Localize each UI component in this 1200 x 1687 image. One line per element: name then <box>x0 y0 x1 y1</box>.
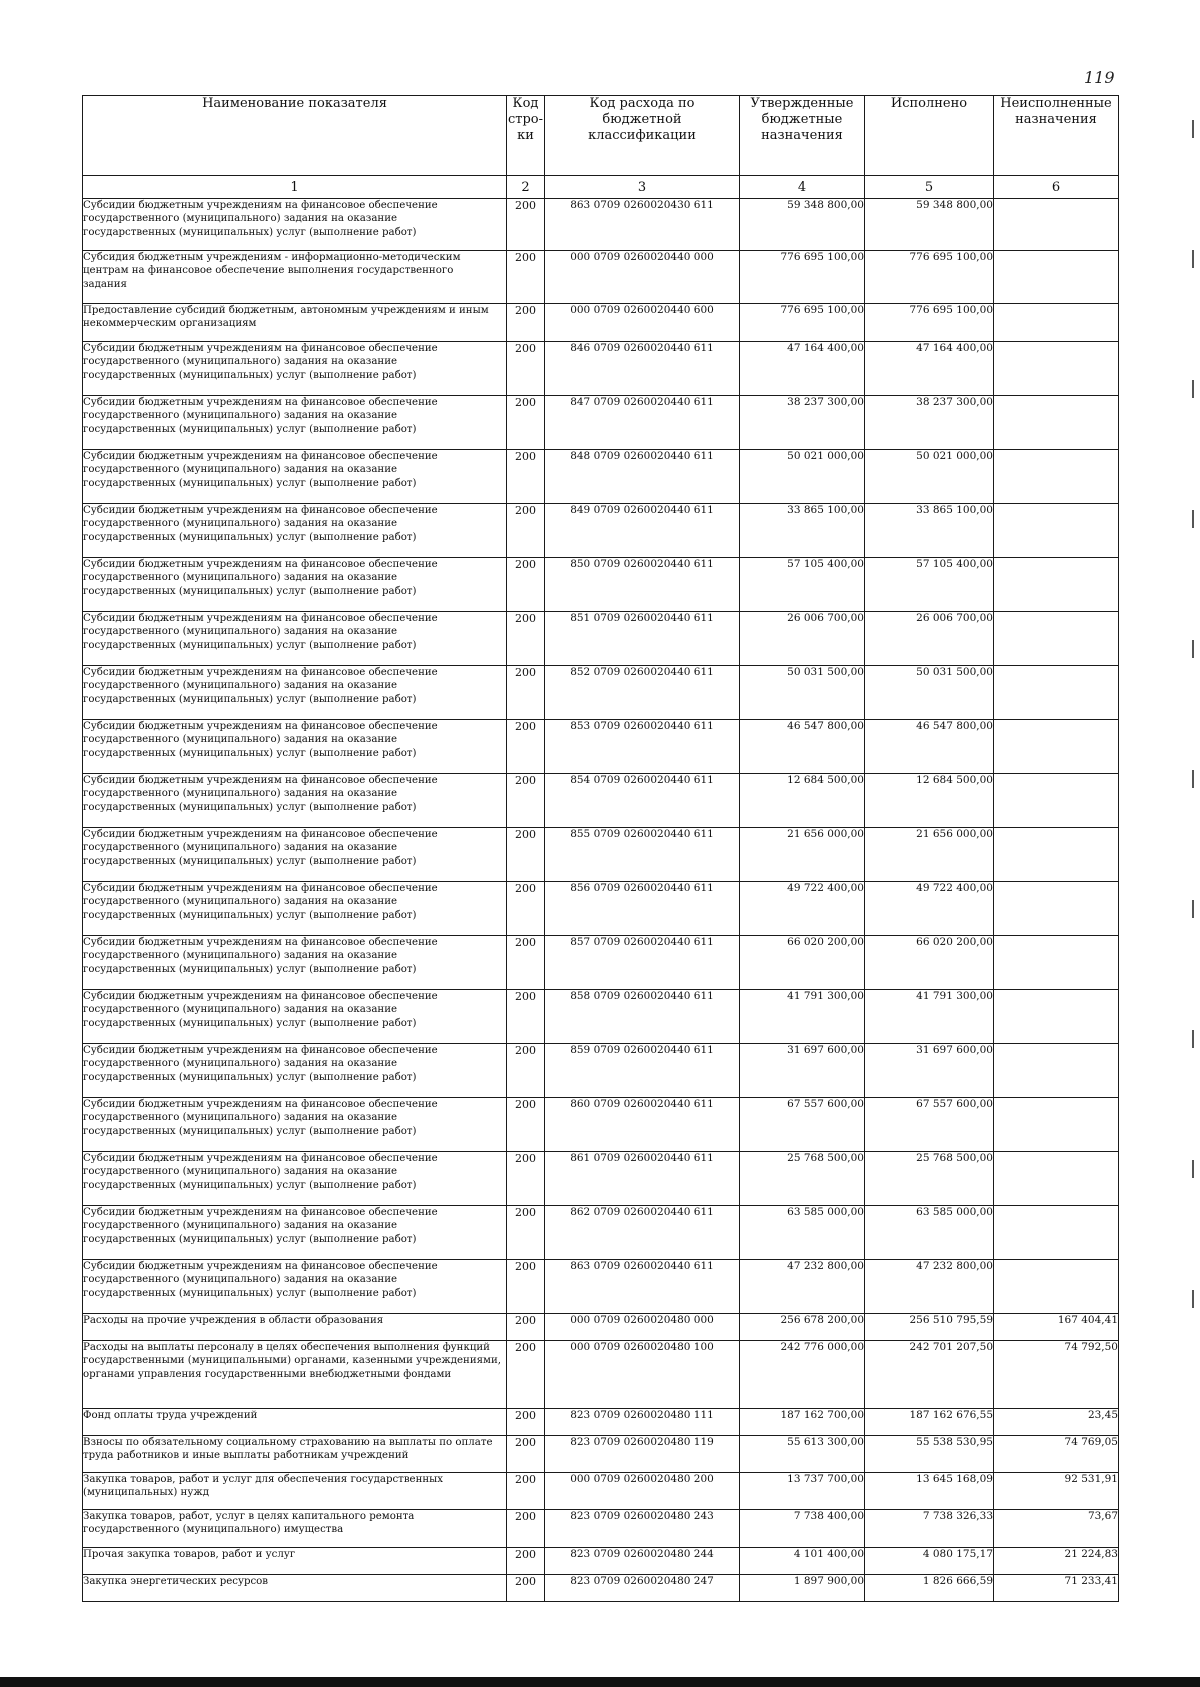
unexecuted-amount <box>994 450 1119 504</box>
indicator-name: Взносы по обязательному социальному страхованию на выплаты по оплате труда работников и иные выплаты работникам учреждений <box>83 1436 507 1473</box>
executed-amount: 50 021 000,00 <box>865 450 994 504</box>
table-row <box>83 1473 1119 1510</box>
executed-amount: 187 162 676,55 <box>865 1409 994 1436</box>
line-code: 200 <box>507 828 545 882</box>
header-executed: Исполнено <box>865 96 994 176</box>
executed-amount: 66 020 200,00 <box>865 936 994 990</box>
executed-amount: 59 348 800,00 <box>865 199 994 251</box>
table-row <box>83 1510 1119 1548</box>
table-row <box>83 558 1119 612</box>
table-row <box>83 396 1119 450</box>
table-row <box>83 1206 1119 1260</box>
executed-amount: 49 722 400,00 <box>865 882 994 936</box>
line-code: 200 <box>507 774 545 828</box>
indicator-name: Субсидии бюджетным учреждениям на финансовое обеспечение государственного (муниципального) задания на оказание государственных (муниципальных) услуг (выполнение работ) <box>83 666 507 720</box>
indicator-name: Субсидии бюджетным учреждениям на финансовое обеспечение государственного (муниципального) задания на оказание государственных (муниципальных) услуг (выполнение работ) <box>83 1152 507 1206</box>
unexecuted-amount: 23,45 <box>994 1409 1119 1436</box>
executed-amount: 1 826 666,59 <box>865 1575 994 1602</box>
column-number: 6 <box>994 176 1119 199</box>
indicator-name: Субсидии бюджетным учреждениям на финансовое обеспечение государственного (муниципального) задания на оказание государственных (муниципальных) услуг (выполнение работ) <box>83 342 507 396</box>
table-row <box>83 1314 1119 1341</box>
expense-code: 850 0709 0260020440 611 <box>545 558 740 612</box>
expense-code: 853 0709 0260020440 611 <box>545 720 740 774</box>
expense-code: 859 0709 0260020440 611 <box>545 1044 740 1098</box>
approved-amount: 1 897 900,00 <box>740 1575 865 1602</box>
approved-amount: 13 737 700,00 <box>740 1473 865 1510</box>
approved-amount: 33 865 100,00 <box>740 504 865 558</box>
table-row <box>83 720 1119 774</box>
indicator-name: Закупка товаров, работ, услуг в целях капитального ремонта государственного (муниципального) имущества <box>83 1510 507 1548</box>
table-row <box>83 1098 1119 1152</box>
executed-amount: 242 701 207,50 <box>865 1341 994 1409</box>
expense-code: 847 0709 0260020440 611 <box>545 396 740 450</box>
expense-code: 823 0709 0260020480 247 <box>545 1575 740 1602</box>
unexecuted-amount: 92 531,91 <box>994 1473 1119 1510</box>
unexecuted-amount: 74 769,05 <box>994 1436 1119 1473</box>
executed-amount: 46 547 800,00 <box>865 720 994 774</box>
indicator-name: Закупка энергетических ресурсов <box>83 1575 507 1602</box>
table-row <box>83 1575 1119 1602</box>
line-code: 200 <box>507 1206 545 1260</box>
executed-amount: 33 865 100,00 <box>865 504 994 558</box>
expense-code: 863 0709 0260020440 611 <box>545 1260 740 1314</box>
unexecuted-amount <box>994 199 1119 251</box>
line-code: 200 <box>507 1260 545 1314</box>
expense-code: 000 0709 0260020480 100 <box>545 1341 740 1409</box>
line-code: 200 <box>507 1510 545 1548</box>
executed-amount: 55 538 530,95 <box>865 1436 994 1473</box>
unexecuted-amount: 71 233,41 <box>994 1575 1119 1602</box>
indicator-name: Расходы на прочие учреждения в области образования <box>83 1314 507 1341</box>
executed-amount: 776 695 100,00 <box>865 304 994 342</box>
expense-code: 000 0709 0260020480 200 <box>545 1473 740 1510</box>
header-expense-code: Код расхода по бюджетной классификации <box>545 96 740 176</box>
unexecuted-amount <box>994 828 1119 882</box>
line-code: 200 <box>507 1409 545 1436</box>
unexecuted-amount <box>994 990 1119 1044</box>
line-code: 200 <box>507 396 545 450</box>
approved-amount: 12 684 500,00 <box>740 774 865 828</box>
line-code: 200 <box>507 882 545 936</box>
approved-amount: 21 656 000,00 <box>740 828 865 882</box>
indicator-name: Субсидии бюджетным учреждениям на финансовое обеспечение государственного (муниципального) задания на оказание государственных (муниципальных) услуг (выполнение работ) <box>83 828 507 882</box>
unexecuted-amount: 21 224,83 <box>994 1548 1119 1575</box>
indicator-name: Субсидии бюджетным учреждениям на финансовое обеспечение государственного (муниципального) задания на оказание государственных (муниципальных) услуг (выполнение работ) <box>83 990 507 1044</box>
line-code: 200 <box>507 1548 545 1575</box>
indicator-name: Субсидии бюджетным учреждениям на финансовое обеспечение государственного (муниципального) задания на оказание государственных (муниципальных) услуг (выполнение работ) <box>83 396 507 450</box>
indicator-name: Субсидии бюджетным учреждениям на финансовое обеспечение государственного (муниципального) задания на оказание государственных (муниципальных) услуг (выполнение работ) <box>83 612 507 666</box>
executed-amount: 47 232 800,00 <box>865 1260 994 1314</box>
executed-amount: 7 738 326,33 <box>865 1510 994 1548</box>
indicator-name: Предоставление субсидий бюджетным, автономным учреждениям и иным некоммерческим организациям <box>83 304 507 342</box>
expense-code: 852 0709 0260020440 611 <box>545 666 740 720</box>
approved-amount: 38 237 300,00 <box>740 396 865 450</box>
executed-amount: 38 237 300,00 <box>865 396 994 450</box>
table-row <box>83 1260 1119 1314</box>
line-code: 200 <box>507 720 545 774</box>
unexecuted-amount <box>994 304 1119 342</box>
expense-code: 858 0709 0260020440 611 <box>545 990 740 1044</box>
unexecuted-amount: 74 792,50 <box>994 1341 1119 1409</box>
unexecuted-amount <box>994 1044 1119 1098</box>
indicator-name: Субсидия бюджетным учреждениям - информационно-методическим центрам на финансовое обеспечение выполнения государственного задания <box>83 251 507 304</box>
approved-amount: 26 006 700,00 <box>740 612 865 666</box>
unexecuted-amount: 167 404,41 <box>994 1314 1119 1341</box>
executed-amount: 31 697 600,00 <box>865 1044 994 1098</box>
line-code: 200 <box>507 504 545 558</box>
page-number: 119 <box>1084 68 1115 87</box>
approved-amount: 776 695 100,00 <box>740 251 865 304</box>
column-number-row <box>83 176 1119 199</box>
unexecuted-amount: 73,67 <box>994 1510 1119 1548</box>
indicator-name: Субсидии бюджетным учреждениям на финансовое обеспечение государственного (муниципального) задания на оказание государственных (муниципальных) услуг (выполнение работ) <box>83 1260 507 1314</box>
table-row <box>83 1548 1119 1575</box>
unexecuted-amount <box>994 612 1119 666</box>
expense-code: 860 0709 0260020440 611 <box>545 1098 740 1152</box>
executed-amount: 67 557 600,00 <box>865 1098 994 1152</box>
approved-amount: 66 020 200,00 <box>740 936 865 990</box>
column-number: 3 <box>545 176 740 199</box>
approved-amount: 256 678 200,00 <box>740 1314 865 1341</box>
expense-code: 823 0709 0260020480 244 <box>545 1548 740 1575</box>
unexecuted-amount <box>994 936 1119 990</box>
line-code: 200 <box>507 1044 545 1098</box>
executed-amount: 26 006 700,00 <box>865 612 994 666</box>
executed-amount: 41 791 300,00 <box>865 990 994 1044</box>
executed-amount: 63 585 000,00 <box>865 1206 994 1260</box>
expense-code: 849 0709 0260020440 611 <box>545 504 740 558</box>
line-code: 200 <box>507 342 545 396</box>
table-row <box>83 936 1119 990</box>
line-code: 200 <box>507 612 545 666</box>
indicator-name: Субсидии бюджетным учреждениям на финансовое обеспечение государственного (муниципального) задания на оказание государственных (муниципальных) услуг (выполнение работ) <box>83 936 507 990</box>
unexecuted-amount <box>994 1260 1119 1314</box>
table-row <box>83 1436 1119 1473</box>
unexecuted-amount <box>994 774 1119 828</box>
executed-amount: 776 695 100,00 <box>865 251 994 304</box>
executed-amount: 4 080 175,17 <box>865 1548 994 1575</box>
line-code: 200 <box>507 304 545 342</box>
table-row <box>83 612 1119 666</box>
header-approved: Утвержденные бюджетные назначения <box>740 96 865 176</box>
indicator-name: Субсидии бюджетным учреждениям на финансовое обеспечение государственного (муниципального) задания на оказание государственных (муниципальных) услуг (выполнение работ) <box>83 1044 507 1098</box>
table-row <box>83 450 1119 504</box>
expense-code: 823 0709 0260020480 111 <box>545 1409 740 1436</box>
header-indicator-name: Наименование показателя <box>83 96 507 176</box>
indicator-name: Субсидии бюджетным учреждениям на финансовое обеспечение государственного (муниципального) задания на оказание государственных (муниципальных) услуг (выполнение работ) <box>83 504 507 558</box>
indicator-name: Субсидии бюджетным учреждениям на финансовое обеспечение государственного (муниципального) задания на оказание государственных (муниципальных) услуг (выполнение работ) <box>83 558 507 612</box>
indicator-name: Закупка товаров, работ и услуг для обеспечения государственных (муниципальных) нужд <box>83 1473 507 1510</box>
approved-amount: 47 164 400,00 <box>740 342 865 396</box>
table-row <box>83 251 1119 304</box>
expense-code: 000 0709 0260020440 600 <box>545 304 740 342</box>
unexecuted-amount <box>994 1206 1119 1260</box>
expense-code: 854 0709 0260020440 611 <box>545 774 740 828</box>
column-number: 2 <box>507 176 545 199</box>
approved-amount: 57 105 400,00 <box>740 558 865 612</box>
table-row <box>83 199 1119 251</box>
line-code: 200 <box>507 1152 545 1206</box>
line-code: 200 <box>507 1575 545 1602</box>
approved-amount: 63 585 000,00 <box>740 1206 865 1260</box>
approved-amount: 242 776 000,00 <box>740 1341 865 1409</box>
table-row <box>83 828 1119 882</box>
indicator-name: Расходы на выплаты персоналу в целях обеспечения выполнения функций государственными (муниципальными) органами, казенными учреждениями, органами управления государственными внебюджетными фондами <box>83 1341 507 1409</box>
table-row <box>83 882 1119 936</box>
approved-amount: 776 695 100,00 <box>740 304 865 342</box>
unexecuted-amount <box>994 251 1119 304</box>
approved-amount: 4 101 400,00 <box>740 1548 865 1575</box>
scan-edge-bar <box>0 1677 1200 1687</box>
approved-amount: 31 697 600,00 <box>740 1044 865 1098</box>
line-code: 200 <box>507 936 545 990</box>
approved-amount: 50 021 000,00 <box>740 450 865 504</box>
header-row <box>83 96 1119 176</box>
table-row <box>83 774 1119 828</box>
column-number: 5 <box>865 176 994 199</box>
executed-amount: 57 105 400,00 <box>865 558 994 612</box>
expense-code: 000 0709 0260020440 000 <box>545 251 740 304</box>
indicator-name: Субсидии бюджетным учреждениям на финансовое обеспечение государственного (муниципального) задания на оказание государственных (муниципальных) услуг (выполнение работ) <box>83 720 507 774</box>
indicator-name: Субсидии бюджетным учреждениям на финансовое обеспечение государственного (муниципального) задания на оказание государственных (муниципальных) услуг (выполнение работ) <box>83 1098 507 1152</box>
table-row <box>83 666 1119 720</box>
approved-amount: 67 557 600,00 <box>740 1098 865 1152</box>
expense-code: 857 0709 0260020440 611 <box>545 936 740 990</box>
indicator-name: Фонд оплаты труда учреждений <box>83 1409 507 1436</box>
unexecuted-amount <box>994 882 1119 936</box>
header-unexecuted: Неисполненные назначения <box>994 96 1119 176</box>
expense-code: 823 0709 0260020480 119 <box>545 1436 740 1473</box>
unexecuted-amount <box>994 504 1119 558</box>
approved-amount: 55 613 300,00 <box>740 1436 865 1473</box>
line-code: 200 <box>507 450 545 504</box>
expense-code: 000 0709 0260020480 000 <box>545 1314 740 1341</box>
approved-amount: 41 791 300,00 <box>740 990 865 1044</box>
expense-code: 863 0709 0260020430 611 <box>545 199 740 251</box>
expense-code: 846 0709 0260020440 611 <box>545 342 740 396</box>
table-row <box>83 1341 1119 1409</box>
approved-amount: 50 031 500,00 <box>740 666 865 720</box>
line-code: 200 <box>507 199 545 251</box>
executed-amount: 47 164 400,00 <box>865 342 994 396</box>
approved-amount: 46 547 800,00 <box>740 720 865 774</box>
table-row <box>83 1409 1119 1436</box>
indicator-name: Субсидии бюджетным учреждениям на финансовое обеспечение государственного (муниципального) задания на оказание государственных (муниципальных) услуг (выполнение работ) <box>83 199 507 251</box>
unexecuted-amount <box>994 558 1119 612</box>
approved-amount: 7 738 400,00 <box>740 1510 865 1548</box>
approved-amount: 49 722 400,00 <box>740 882 865 936</box>
table-row <box>83 304 1119 342</box>
unexecuted-amount <box>994 396 1119 450</box>
unexecuted-amount <box>994 342 1119 396</box>
expense-code: 851 0709 0260020440 611 <box>545 612 740 666</box>
executed-amount: 50 031 500,00 <box>865 666 994 720</box>
indicator-name: Субсидии бюджетным учреждениям на финансовое обеспечение государственного (муниципального) задания на оказание государственных (муниципальных) услуг (выполнение работ) <box>83 1206 507 1260</box>
expense-code: 848 0709 0260020440 611 <box>545 450 740 504</box>
indicator-name: Прочая закупка товаров, работ и услуг <box>83 1548 507 1575</box>
table-row <box>83 342 1119 396</box>
expense-code: 861 0709 0260020440 611 <box>545 1152 740 1206</box>
table-row <box>83 1152 1119 1206</box>
indicator-name: Субсидии бюджетным учреждениям на финансовое обеспечение государственного (муниципального) задания на оказание государственных (муниципальных) услуг (выполнение работ) <box>83 450 507 504</box>
unexecuted-amount <box>994 1152 1119 1206</box>
expense-code: 855 0709 0260020440 611 <box>545 828 740 882</box>
executed-amount: 13 645 168,09 <box>865 1473 994 1510</box>
table-row <box>83 504 1119 558</box>
indicator-name: Субсидии бюджетным учреждениям на финансовое обеспечение государственного (муниципального) задания на оказание государственных (муниципальных) услуг (выполнение работ) <box>83 774 507 828</box>
scan-margin-marks <box>1192 120 1194 1360</box>
line-code: 200 <box>507 990 545 1044</box>
column-number: 1 <box>83 176 507 199</box>
line-code: 200 <box>507 1098 545 1152</box>
table-body <box>83 199 1119 1602</box>
indicator-name: Субсидии бюджетным учреждениям на финансовое обеспечение государственного (муниципального) задания на оказание государственных (муниципальных) услуг (выполнение работ) <box>83 882 507 936</box>
line-code: 200 <box>507 1473 545 1510</box>
unexecuted-amount <box>994 1098 1119 1152</box>
expense-code: 823 0709 0260020480 243 <box>545 1510 740 1548</box>
table-row <box>83 990 1119 1044</box>
line-code: 200 <box>507 1436 545 1473</box>
line-code: 200 <box>507 558 545 612</box>
executed-amount: 25 768 500,00 <box>865 1152 994 1206</box>
line-code: 200 <box>507 1341 545 1409</box>
approved-amount: 59 348 800,00 <box>740 199 865 251</box>
line-code: 200 <box>507 666 545 720</box>
column-number: 4 <box>740 176 865 199</box>
approved-amount: 187 162 700,00 <box>740 1409 865 1436</box>
executed-amount: 256 510 795,59 <box>865 1314 994 1341</box>
unexecuted-amount <box>994 666 1119 720</box>
header-line-code: Код стро-ки <box>507 96 545 176</box>
executed-amount: 12 684 500,00 <box>865 774 994 828</box>
expense-code: 856 0709 0260020440 611 <box>545 882 740 936</box>
approved-amount: 25 768 500,00 <box>740 1152 865 1206</box>
line-code: 200 <box>507 1314 545 1341</box>
budget-execution-table <box>82 95 1119 1602</box>
executed-amount: 21 656 000,00 <box>865 828 994 882</box>
unexecuted-amount <box>994 720 1119 774</box>
expense-code: 862 0709 0260020440 611 <box>545 1206 740 1260</box>
approved-amount: 47 232 800,00 <box>740 1260 865 1314</box>
line-code: 200 <box>507 251 545 304</box>
table-row <box>83 1044 1119 1098</box>
